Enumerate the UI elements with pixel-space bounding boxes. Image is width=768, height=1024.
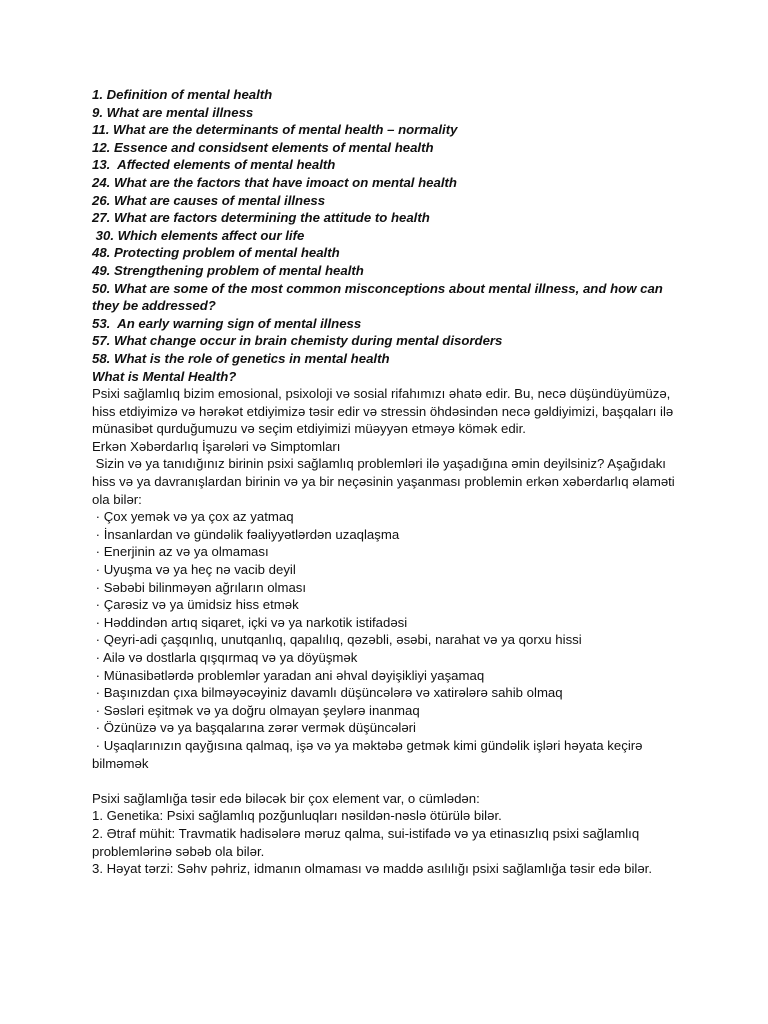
signs-list xyxy=(92,508,692,772)
question-item: 58. What is the role of genetics in mental health xyxy=(92,350,390,366)
document-page xyxy=(92,86,692,878)
signs-intro: Sizin və ya tanıdığınız birinin psixi sağlamlıq problemləri ilə yaşadığına əmin deyilsiniz? Aşağıdakı hiss və ya davranışlardan birinin və ya bir neçəsinin yaşanması problemin erkən xəbərdarlıq əlaməti ola bilər: xyxy=(92,456,679,507)
question-item: 9. What are mental illness xyxy=(92,104,254,120)
question-item: 57. What change occur in brain chemisty during mental disorders xyxy=(92,333,503,349)
sign-item: · Qeyri-adi çaşqınlıq, unutqanlıq, qapalılıq, qəzəbli, əsəbi, narahat və ya qorxu hissi xyxy=(92,632,582,648)
blank-line xyxy=(92,772,692,790)
sign-item: · Başınızdan çıxa bilməyəcəyiniz davamlı düşüncələrə və xatirələrə sahib olmaq xyxy=(92,685,563,701)
sign-item: · Ailə və dostlarla qışqırmaq və ya döyüşmək xyxy=(92,650,358,665)
sign-item: · Çox yemək və ya çox az yatmaq xyxy=(92,509,294,525)
question-item: 1. Definition of mental health xyxy=(92,87,273,102)
section-heading: What is Mental Health? xyxy=(92,368,237,384)
sign-item: · Çarəsiz və ya ümidsiz hiss etmək xyxy=(92,597,299,613)
sign-item: · Həddindən artıq siqaret, içki və ya narkotik istifadəsi xyxy=(92,614,408,630)
signs-title: Erkən Xəbərdarlıq İşarələri və Simptomları xyxy=(92,438,341,454)
sign-item: · Özünüzə və ya başqalarına zərər vermək düşüncələri xyxy=(92,720,416,736)
question-item: 12. Essence and considsent elements of mental health xyxy=(92,139,434,155)
sign-item: · Uyuşma və ya heç nə vacib deyil xyxy=(92,562,296,578)
question-item: 27. What are factors determining the attitude to health xyxy=(92,210,430,226)
elements-intro: Psixi sağlamlığa təsir edə biləcək bir çox element var, o cümlədən: xyxy=(92,790,480,806)
sign-item: · Səbəbi bilinməyən ağrıların olması xyxy=(92,579,307,595)
intro-paragraph: Psixi sağlamlıq bizim emosional, psixoloji və sosial rifahımızı əhatə edir. Bu, necə düşündüyümüzə, hiss etdiyimizə və hərəkət etdiyimizə təsir edir və stressin öhdəsindən necə gəldiyimizi, başqaları ilə münasibət qurduğumuzu və seçim etdiyimizi müəyyən etməyə kömək edir. xyxy=(92,386,677,437)
question-item: 48. Protecting problem of mental health xyxy=(92,245,340,261)
sign-item: · Səsləri eşitmək və ya doğru olmayan şeylərə inanmaq xyxy=(92,702,420,718)
question-item: 30. Which elements affect our life xyxy=(92,227,305,243)
element-item: 2. Ətraf mühit: Travmatik hadisələrə məruz qalma, sui-istifadə və ya etinasızlıq psixi sağlamlıq problemlərinə səbəb ola bilər. xyxy=(92,825,643,859)
question-item: 50. What are some of the most common misconceptions about mental illness, and how can they be addressed? xyxy=(92,280,667,314)
sign-item: · Münasibətlərdə problemlər yaradan ani əhval dəyişikliyi yaşamaq xyxy=(92,667,485,683)
question-item: 26. What are causes of mental illness xyxy=(92,192,326,208)
sign-item: · Enerjinin az və ya olmaması xyxy=(92,544,269,560)
sign-item: · İnsanlardan və gündəlik fəaliyyətlərdən uzaqlaşma xyxy=(92,526,400,542)
element-item: 1. Genetika: Psixi sağlamlıq pozğunluqları nəsildən-nəslə ötürülə bilər. xyxy=(92,808,502,824)
question-item: 13. Affected elements of mental health xyxy=(92,157,336,173)
element-item: 3. Həyat tərzi: Səhv pəhriz, idmanın olmaması və maddə asılılığı psixi sağlamlığa təsir edə bilər. xyxy=(92,861,652,877)
question-item: 11. What are the determinants of mental health – normality xyxy=(92,122,458,138)
question-list xyxy=(92,86,692,368)
sign-item: · Uşaqlarınızın qayğısına qalmaq, işə və ya məktəbə getmək kimi gündəlik işləri həyata keçirə bilməmək xyxy=(92,737,647,771)
question-item: 49. Strengthening problem of mental health xyxy=(92,262,364,278)
question-item: 53. An early warning sign of mental illness xyxy=(92,315,362,331)
question-item: 24. What are the factors that have imoact on mental health xyxy=(92,174,457,190)
elements-list xyxy=(92,807,692,877)
